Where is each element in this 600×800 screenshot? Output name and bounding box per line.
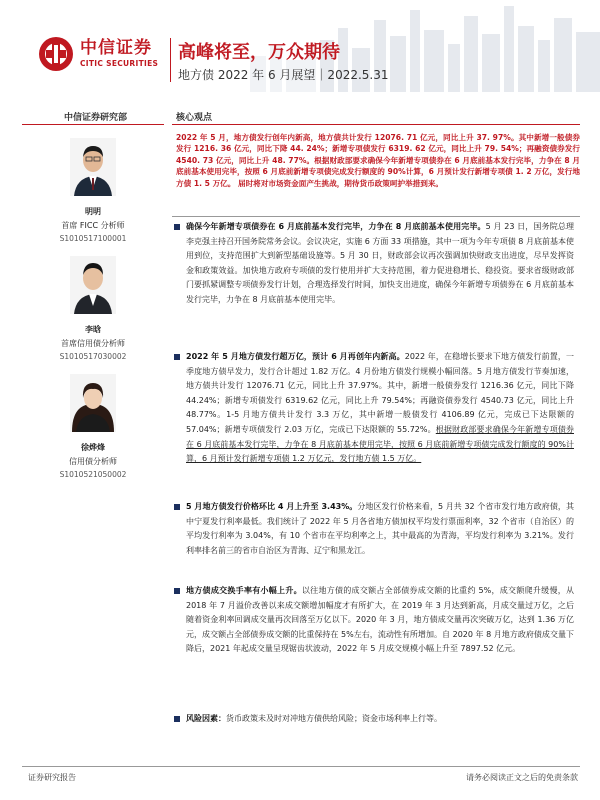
analyst-title: 信用债分析师 — [69, 457, 117, 466]
citic-logo — [38, 36, 158, 72]
analyst-license: S1010517100001 — [59, 234, 127, 243]
paragraph-underlined: 根据财政部要求确保今年新增专项债券在 6 月底前基本发行完毕，力争在 8 月底前基本使用完毕，按照 6 月底前新增专项债完成发行额度的 90%计算，6 月预计发行新增专项债 1.2 万亿元，发行地方债 1.5 万亿。 — [186, 424, 574, 464]
analyst-license: S1010517030002 — [59, 352, 127, 361]
analyst-name: 明明 — [85, 207, 101, 216]
paragraph-text: 以往地方债的成交额占全部债券成交额的比重约 5%，成交额爬升缓慢，从 2018 年 7 月溢价改善以来成交额增加幅度才有所扩大，在 2019 年 3 月达到新高，月成交量过万亿，之后随着资金利率回调成交量再次回落至万亿以下。2020 年 3 月，地方债成交量再次突破万亿，达到 1.36 万亿元，成交额占全部债券成交额的比重保持在 5%左右，流动性有所增加。自 2020 年 8 月地方政府债成交量下降后，2021 年起成交量呈现锯齿状波动，2022 年 5 月成交规模小幅上升至 7897.52 亿元。 — [186, 586, 575, 654]
footer-report-type: 证券研究报告 — [28, 773, 76, 782]
paragraph-issuance — [176, 350, 574, 467]
analyst-name: 李晗 — [85, 325, 101, 334]
analyst-card — [22, 138, 164, 243]
bullet-icon — [174, 504, 180, 510]
paragraph-lead: 风险因素： — [186, 714, 226, 723]
summary-divider — [172, 216, 580, 217]
paragraph-special-bonds — [176, 220, 574, 308]
footer-rule — [22, 766, 580, 767]
paragraph-turnover — [176, 584, 574, 657]
analyst-name: 徐烨烽 — [81, 443, 105, 452]
analyst-card — [22, 374, 164, 479]
analyst-license: S1010521050002 — [59, 470, 127, 479]
paragraph-text: 5 月 23 日，国务院总理李克强主持召开国务院常务会议。会议决定，实施 6 方面 33 项措施，其中一项为今年专项债 8 月底前基本使用到位，支持范围扩大到新型基础设施等。5 月 30 日，财政部会议再次强调加快财政支出进度，尽早发挥资金和政策效益。加快地方政府专项债的发行使用并扩大支持范围，着力促进稳增长、稳投资。要求省级财政部门要抓紧调整专项债券发行计划，合理选择发行时间，加快支出进度，确保今年新增专项债券在 6 月底前基本发行完毕，力争在 8 月底前基本使用完毕。 — [186, 222, 574, 304]
paragraph-text: 分地区发行价格来看，5 月共 32 个省市发行地方政府债，其中宁夏发行利率最低。我们统计了 2022 年 5 月各省地方债加权平均发行票面利率，32 个省市（自治区）的平均发行利率为 3.04%，有 10 个省市在平均利率之上，其中最高的为青海，平均发行利率为 3.21%。发行利率排名前三的省市自治区为青海、辽宁和黑龙江。 — [186, 502, 574, 555]
analyst-photo — [70, 138, 116, 196]
citic-logo-icon — [38, 36, 74, 72]
left-heading-rule — [22, 124, 164, 125]
bullet-icon — [174, 224, 180, 230]
paragraph-text: 货币政策未及时对冲地方债供给风险；资金市场利率上行等。 — [226, 714, 442, 723]
report-subtitle: 地方债 2022 年 6 月展望｜2022.5.31 — [178, 68, 389, 82]
paragraph-lead: 地方债成交换手率有小幅上升。 — [186, 586, 302, 595]
paragraph-text: 2022 年，在稳增长要求下地方债发行前置，一季度地方债早发力，发行合计超过 1.82 万亿。4 月份地方债发行规模小幅回落。5 月地方债发行节奏加速，地方债共计发行 12076.71 亿元，同比上升 37.97%。其中，新增一般债券发行 1216.36 亿元，同比下降 44.24%；新增专项债发行 6319.62 亿元，同比上升 79.54%；再融资债券发行 4540.73 亿元，同比上升 48.77%。1-5 月地方债共计发行 3.3 万亿，其中新增一般债发行 4106.89 亿元，完成已下达限额的 57.04%；新增专项债发行 2.03 万亿，完成已下达限额的 55.72%。 — [186, 352, 574, 434]
paragraph-risks — [176, 712, 574, 727]
bullet-icon — [174, 588, 180, 594]
research-dept-heading: 中信证券研究部 — [64, 113, 128, 123]
report-title: 高峰将至，万众期待 — [178, 42, 340, 63]
report-header — [0, 0, 600, 92]
analyst-photo — [70, 374, 116, 432]
paragraph-lead: 5 月地方债发行价格环比 4 月上升至 3.43%。 — [186, 502, 358, 511]
bullet-icon — [174, 716, 180, 722]
footer-disclaimer: 请务必阅读正文之后的免责条款 — [466, 773, 578, 782]
analyst-photo — [70, 256, 116, 314]
core-view-summary: 2022 年 5 月，地方债发行创年内新高，地方债共计发行 12076. 71 亿元，同比上升 37. 97%。其中新增一般债券发行 1216. 36 亿元，同比下降 44. 24%；新增专项债发行 6319. 62 亿元，同比上升 79. 54%；再融资债券发行 4540. 73 亿元，同比上升 48. 77%。根据财政部要求确保今年新增专项债券在 6 月底前基本发行完毕，力争在 8 月底前基本使用完毕，按照 6 月底前新增专项债完成发行额度的 90%计算，6 月预计发行新增专项债 1. 2 万亿，发行地方债 1. 5 万亿。 届时将对市场资金面产生挑战，期待货币政策呵护举措到来。 — [176, 133, 580, 188]
core-view-heading: 核心观点 — [176, 113, 213, 123]
paragraph-lead: 确保今年新增专项债券在 6 月底前基本发行完毕，力争在 8 月底前基本使用完毕。 — [186, 222, 486, 231]
bullet-icon — [174, 354, 180, 360]
paragraph-pricing — [176, 500, 574, 558]
analyst-title: 首席 FICC 分析师 — [61, 221, 125, 230]
brand-name-cn: 中信证券 — [80, 38, 152, 59]
analyst-title: 首席信用债分析师 — [61, 339, 125, 348]
paragraph-lead: 2022 年 5 月地方债发行超万亿，预计 6 月再创年内新高。 — [186, 352, 405, 361]
right-heading-rule — [172, 124, 580, 125]
brand-name-en: CITIC SECURITIES — [80, 59, 159, 69]
header-divider — [170, 38, 171, 82]
analyst-card — [22, 256, 164, 361]
